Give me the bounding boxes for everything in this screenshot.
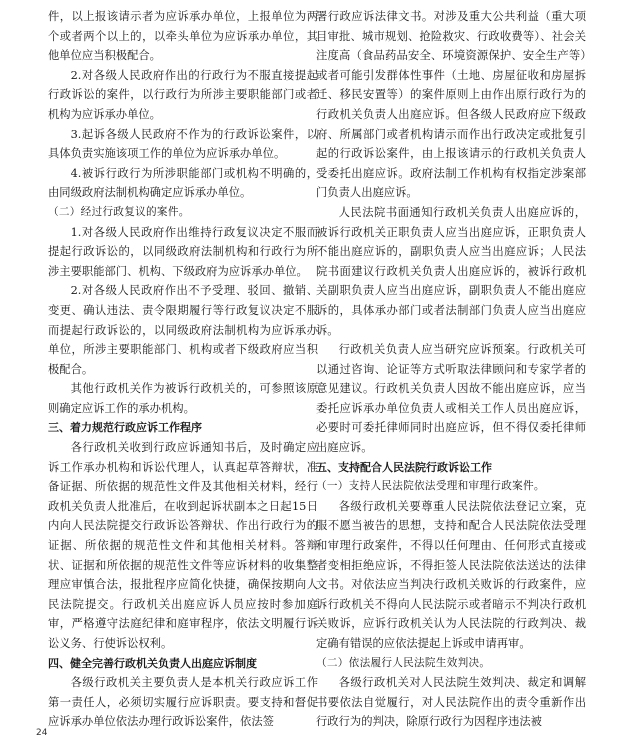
paragraph: 其他行政机关作为被诉行政机关的，可参照该原则确定应诉工作的承办机构。 (48, 382, 318, 415)
paragraph: 3.起诉各级人民政府不作为的行政诉讼案件，以具体负责实施该项工作的单位为应诉承办单位。 (48, 127, 318, 161)
paragraph: 4.被诉行政行为所涉职能部门或机构不明确的，由同级政府法制机构确定应诉承办单位。 (48, 166, 318, 200)
paragraph: 各级行政机关对人民法院生效判决、裁定和调解书要依法自觉履行，对人民法院作出的责令重新作出行政行为的判决，除原行政行为因程序违法被 (316, 676, 586, 729)
page-number: 24 (36, 728, 48, 738)
paragraph: 各级行政机关要尊重人民法院依法登记立案，克服不愿当被告的思想，支持和配合人民法院依法受理和审理行政案件，不得以任何理由、任何形式直接或者变相拒绝应诉，不得拒签人民法院依法送达的法律文书。对依法应当判决行政机关败诉的行政案件，应诉行政机关不得向人民法院示或者暗示不判决行政机关败诉，应诉行政机关认为人民法院的行政判决、裁定确有错误的应依法提起上诉或申请再审。 (316, 499, 586, 650)
paragraph: 各行政机关收到行政应诉通知书后，及时确定应诉工作承办机构和诉讼代理人，认真起草答辩状，准备证据、所依据的规范性文件及其他相关材料，经行政机关负责人批准后，在收到起诉状副本之日起15日内向人民法院提交行政诉讼答辩状、作出行政行为的证据、所依据的规范性文件和其他相关材料。答辩状、证据和所依据的规范性文件等应诉材料的收集整理应审慎合法，报批程序应简化快捷，确保按期向人民法院提交。行政机关出庭应诉人员应按时参加庭审，严格遵守法庭纪律和庭审程序，依法文明履行诉讼义务、行使诉讼权利。 (48, 441, 318, 650)
right-column (316, 7, 586, 732)
paragraph: 行政机关负责人应当研究应诉预案。行政机关可以通过咨询、论证等方式听取法律顾问和专家学者的意见建议。行政机关负责人因故不能出庭应诉，应当委托应诉承办单位负责人或相关工作人员出庭应诉，必要时可委托律师同时出庭应诉，但不得仅委托律师出庭应诉。 (316, 343, 586, 455)
paragraph: 2.对各级人民政府作出的行政行为不服直接提起行政诉讼的案件，以行政行为所涉主要职能部门或者机构为应诉承办单位。 (48, 68, 318, 121)
paragraph: 人民法院书面通知行政机关负责人出庭应诉的，被诉行政机关正职负责人应当出庭应诉，正职负责人不能出庭应诉的，副职负责人应当出庭应诉；人民法院书面建议行政机关负责人出庭应诉的，被诉行政机关副职负责人应当出庭应诉，副职负责人不能出庭应诉的，具体承办部门或者法制部门负责人应当出庭应诉。 (316, 205, 586, 337)
section-heading: 五、支持配合人民法院行政诉讼工作 (316, 460, 492, 474)
paragraph: 1.对各级人民政府作出维持行政复议决定不服而提起行政诉讼的，以同级政府法制机构和行政行为所涉主要职能部门、机构、下级政府为应诉承办单位。 (48, 225, 318, 278)
section-heading: 四、健全完善行政机关负责人出庭应诉制度 (48, 656, 257, 670)
subsection-heading: （二）依法履行人民法院生效判决。 (316, 656, 491, 669)
paragraph: 件，以上报该请示者为应诉承办单位，上报单位为两个或者两个以上的，以牵头单位为应诉承办单位，其他单位应当积极配合。 (48, 10, 318, 63)
paragraph: 署行政应诉法律文书。对涉及重大公共利益（重大项目审批、城市规划、抢险救灾、行政收费等）、社会关注度高（食品药品安全、环境资源保护、安全生产等）或者可能引发群体性事件（土地、房屋征收和房屋拆迁、移民安置等）的案件原则上由作出原行政行为的行政机关负责人出庭应诉。但各级人民政府应下级政府、所属部门或者机构请示而作出行政决定或批复引起的行政诉讼案件，由上报该请示的行政机关负责人受委托出庭应诉。政府法制工作机构有权指定涉案部门负责人出庭应诉。 (316, 10, 586, 200)
subsection-heading: （二）经过行政复议的案件。 (48, 205, 190, 218)
paragraph: 2.对各级人民政府作出不予受理、驳回、撤销、变更、确认违法、责令限期履行等行政复议决定不服而提起行政诉讼的，以同级政府法制机构为应诉承办单位，所涉主要职能部门、机构或者下级政府应当积极配合。 (48, 284, 318, 376)
subsection-heading: （一）支持人民法院依法受理和审理行政案件。 (316, 480, 545, 493)
left-column (48, 7, 318, 732)
section-heading: 三、着力规范行政应诉工作程序 (48, 421, 202, 435)
paragraph: 各级行政机关主要负责人是本机关行政应诉工作第一责任人，必须切实履行应诉职责。要支持和督促应诉承办单位依法办理行政诉讼案件，依法签 (48, 676, 318, 729)
